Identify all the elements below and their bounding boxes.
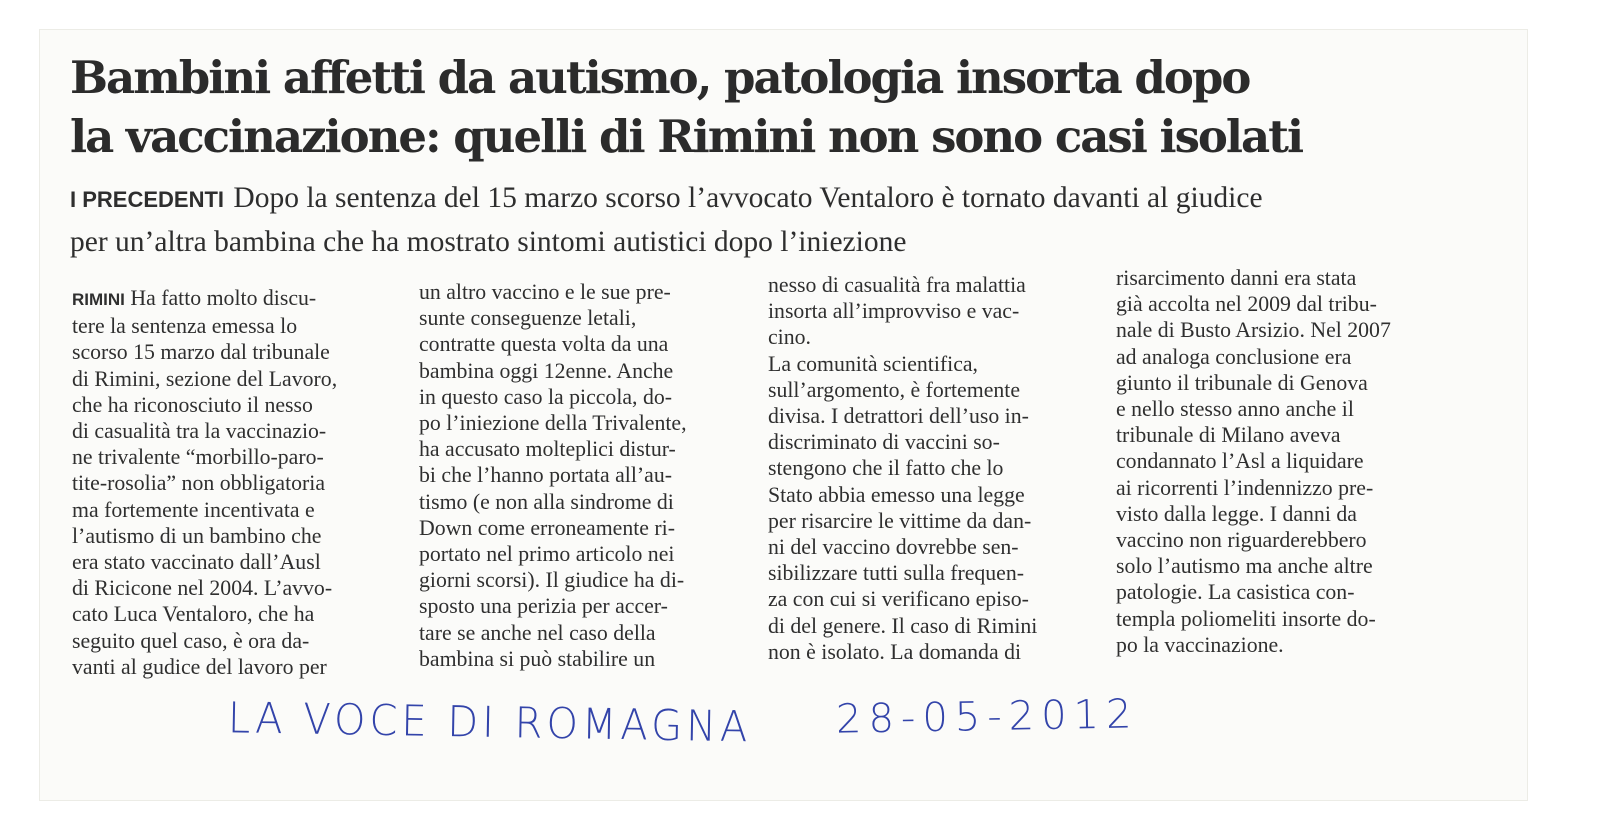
column-1-text: Ha fatto molto discu- tere la sentenza emessa lo scorso 15 marzo dal tribunale di Rimini, sezione del Lavoro, che ha riconosciuto il nesso di casualità tra la vaccinazio- ne trivalente “morbillo-paro- tite-rosolia” non obbligatoria ma fortemente incentivata e l’autismo di un bambino che era stato vaccinato dall’Ausl di Ricicone nel 2004. L’avvo- cato Luca Ventaloro, che ha seguito quel caso, è ora da- vanti al gudice del lavoro per xyxy=(72,286,338,679)
dateline: RIMINI xyxy=(72,290,125,309)
article-column-1 xyxy=(72,285,402,680)
headline xyxy=(70,48,1490,166)
handwritten-annotation xyxy=(227,691,1478,770)
kicker-label: I PRECEDENTI xyxy=(70,187,225,212)
handwritten-source: LA VOCE DI ROMAGNA xyxy=(227,694,752,752)
article-column-3: nesso di casualità fra malattia insorta all’improvviso e vac- cino. La comunità scientifica, sull’argomento, è fortemente divisa. I detrattori dell’uso in- discriminato di vaccini so- stengono che il fatto che lo Stato abbia emesso una legge per risarcire le vittime da dan- ni del vaccino dovrebbe sen- sibilizzare tutti sulla frequen- za con cui si verificano episo- di del genere. Il caso di Rimini non è isolato. La domanda di xyxy=(768,273,1038,664)
headline-line-2: la vaccinazione: quelli di Rimini non sono casi isolati xyxy=(70,110,1303,163)
article-column-4: risarcimento danni era stata già accolta nel 2009 dal tribu- nale di Busto Arsizio. Nel 2007 ad analoga conclusione era giunto il tribunale di Genova e nello stesso anno anche il tribunale di Milano aveva condannato l’Asl a liquidare ai ricorrenti l’indennizzo pre- visto dalla legge. I danni da vaccino non riguarderebbero solo l’autismo ma anche altre patologie. La casistica con- templa poliomeliti insorte do- po la vaccinazione. xyxy=(1116,266,1391,657)
subhead-line-2: per un’altra bambina che ha mostrato sintomi autistici dopo l’iniezione xyxy=(70,226,907,258)
subhead-line-1: Dopo la sentenza del 15 marzo scorso l’avvocato Ventaloro è tornato davanti al giudice xyxy=(233,182,1263,214)
article-column-2: un altro vaccino e le sue pre- sunte conseguenze letali, contratte questa volta da una bambina oggi 12enne. Anche in questo caso la piccola, do- po l’iniezione della Trivalente, ha accusato molteplici distur- bi che l’hanno portata all’au- tismo (e non alla sindrome di Down come erroneamente ri- portato nel primo articolo nei giorni scorsi). Il giudice ha di- sposto una perizia per accer- tare se anche nel caso della bambina si può stabilire un xyxy=(419,280,687,671)
headline-line-1: Bambini affetti da autismo, patologia insorta dopo xyxy=(70,51,1250,104)
handwritten-date: 28-05-2012 xyxy=(835,691,1139,743)
subheadline xyxy=(70,177,1470,263)
